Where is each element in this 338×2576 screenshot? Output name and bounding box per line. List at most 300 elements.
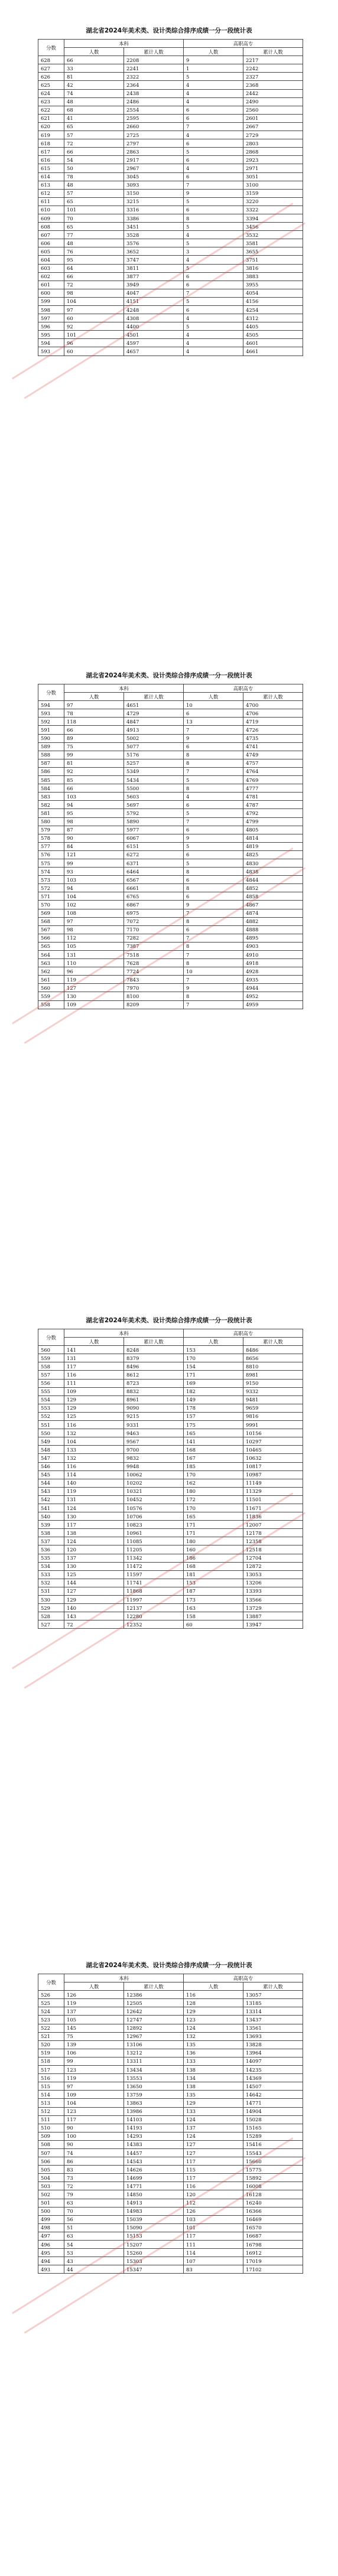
vocational-count-cell: 8 — [184, 917, 243, 925]
score-cell: 584 — [38, 784, 64, 793]
score-cell: 613 — [38, 181, 64, 189]
undergrad-count-cell: 43 — [64, 2257, 124, 2265]
undergrad-count-cell: 86 — [64, 2157, 124, 2166]
undergrad-cumulative-cell: 10823 — [124, 1521, 184, 1529]
undergrad-count-cell: 130 — [64, 1512, 124, 1521]
table-row — [38, 156, 303, 164]
vocational-cumulative-cell: 14369 — [243, 2074, 303, 2082]
undergrad-count-cell: 137 — [64, 2007, 124, 2016]
undergrad-count-cell: 104 — [64, 2099, 124, 2107]
undergrad-cumulative-cell: 7170 — [124, 925, 184, 934]
vocational-count-cell: 115 — [184, 2166, 243, 2174]
undergrad-count-cell: 116 — [64, 1421, 124, 1429]
score-cell: 574 — [38, 868, 64, 876]
vocational-count-cell: 124 — [184, 2132, 243, 2140]
undergrad-count-cell: 97 — [64, 701, 124, 709]
vocational-count-cell: 167 — [184, 1454, 243, 1462]
undergrad-count-cell: 64 — [64, 264, 124, 272]
vocational-cumulative-cell: 4858 — [243, 892, 303, 901]
header-count: 人数 — [64, 48, 124, 56]
score-cell: 525 — [38, 1999, 64, 2007]
table-row — [38, 984, 303, 992]
undergrad-count-cell: 133 — [64, 1446, 124, 1454]
vocational-count-cell: 4 — [184, 81, 243, 89]
undergrad-cumulative-cell: 15090 — [124, 2223, 184, 2232]
vocational-cumulative-cell: 4874 — [243, 909, 303, 917]
vocational-cumulative-cell: 3322 — [243, 206, 303, 214]
header-count: 人数 — [184, 693, 243, 701]
undergrad-cumulative-cell: 3093 — [124, 181, 184, 189]
header-row — [38, 1329, 303, 1338]
vocational-count-cell: 132 — [184, 2032, 243, 2040]
vocational-cumulative-cell: 13057 — [243, 1991, 303, 1999]
score-cell: 556 — [38, 1379, 64, 1387]
table-row — [38, 197, 303, 206]
undergrad-cumulative-cell: 2208 — [124, 56, 184, 64]
subheader-row — [38, 1338, 303, 1346]
table-row — [38, 247, 303, 256]
undergrad-count-cell: 132 — [64, 1429, 124, 1437]
vocational-count-cell: 5 — [184, 73, 243, 81]
score-cell: 538 — [38, 1529, 64, 1537]
undergrad-count-cell: 124 — [64, 1537, 124, 1545]
score-cell: 626 — [38, 73, 64, 81]
header-count: 人数 — [184, 48, 243, 56]
score-cell: 594 — [38, 701, 64, 709]
table-row — [38, 1554, 303, 1562]
table-row — [38, 1462, 303, 1470]
vocational-count-cell: 7 — [184, 181, 243, 189]
vocational-cumulative-cell: 15892 — [243, 2174, 303, 2182]
score-cell: 610 — [38, 206, 64, 214]
undergrad-count-cell: 97 — [64, 306, 124, 314]
undergrad-count-cell: 65 — [64, 197, 124, 206]
table-row — [38, 2249, 303, 2257]
document-page — [0, 1290, 338, 1931]
undergrad-count-cell: 119 — [64, 1487, 124, 1495]
undergrad-count-cell: 137 — [64, 1554, 124, 1562]
undergrad-count-cell: 117 — [64, 1362, 124, 1371]
vocational-cumulative-cell: 4903 — [243, 942, 303, 950]
vocational-cumulative-cell: 12704 — [243, 1554, 303, 1562]
vocational-count-cell: 6 — [184, 876, 243, 884]
undergrad-count-cell: 65 — [64, 122, 124, 131]
vocational-cumulative-cell: 10817 — [243, 1462, 303, 1470]
table-row — [38, 347, 303, 356]
vocational-count-cell: 7 — [184, 951, 243, 959]
table-row — [38, 289, 303, 297]
table-row — [38, 73, 303, 81]
undergrad-cumulative-cell: 14699 — [124, 2174, 184, 2182]
table-row — [38, 793, 303, 801]
undergrad-count-cell: 97 — [64, 917, 124, 925]
score-cell: 504 — [38, 2174, 64, 2182]
score-cell: 536 — [38, 1545, 64, 1554]
undergrad-cumulative-cell: 2364 — [124, 81, 184, 89]
undergrad-cumulative-cell: 4501 — [124, 331, 184, 339]
vocational-cumulative-cell: 10632 — [243, 1454, 303, 1462]
undergrad-count-cell: 139 — [64, 2040, 124, 2049]
score-cell: 615 — [38, 164, 64, 172]
score-cell: 541 — [38, 1504, 64, 1512]
undergrad-cumulative-cell: 11741 — [124, 1579, 184, 1587]
table-row — [38, 2007, 303, 2016]
vocational-cumulative-cell: 4312 — [243, 314, 303, 322]
score-cell: 505 — [38, 2166, 64, 2174]
table-row — [38, 322, 303, 331]
table-row — [38, 231, 303, 239]
score-table — [38, 39, 303, 356]
table-row — [38, 2124, 303, 2132]
undergrad-cumulative-cell: 14383 — [124, 2140, 184, 2148]
undergrad-cumulative-cell: 12642 — [124, 2007, 184, 2016]
vocational-count-cell: 175 — [184, 1421, 243, 1429]
table-row — [38, 272, 303, 281]
vocational-cumulative-cell: 13393 — [243, 1587, 303, 1595]
table-row — [38, 1596, 303, 1604]
score-cell: 553 — [38, 1404, 64, 1412]
table-row — [38, 2074, 303, 2082]
undergrad-cumulative-cell: 10321 — [124, 1487, 184, 1495]
table-row — [38, 2215, 303, 2223]
table-row — [38, 842, 303, 850]
table-row — [38, 959, 303, 967]
table-row — [38, 122, 303, 131]
vocational-cumulative-cell: 4781 — [243, 793, 303, 801]
vocational-count-cell: 4 — [184, 793, 243, 801]
score-cell: 576 — [38, 850, 64, 859]
score-cell: 580 — [38, 817, 64, 826]
table-row — [38, 726, 303, 734]
undergrad-cumulative-cell: 14103 — [124, 2115, 184, 2124]
undergrad-count-cell: 60 — [64, 314, 124, 322]
undergrad-count-cell: 99 — [64, 2057, 124, 2065]
table-row — [38, 2190, 303, 2199]
score-cell: 531 — [38, 1587, 64, 1595]
vocational-count-cell: 111 — [184, 2241, 243, 2249]
table-row — [38, 1470, 303, 1479]
vocational-cumulative-cell: 10156 — [243, 1429, 303, 1437]
vocational-count-cell: 158 — [184, 1612, 243, 1620]
undergrad-cumulative-cell: 12747 — [124, 2016, 184, 2024]
table-row — [38, 967, 303, 976]
table-row — [38, 2265, 303, 2274]
score-cell: 524 — [38, 2007, 64, 2016]
score-cell: 513 — [38, 2099, 64, 2107]
score-cell: 620 — [38, 122, 64, 131]
table-row — [38, 331, 303, 339]
vocational-count-cell: 157 — [184, 1412, 243, 1420]
table-row — [38, 2140, 303, 2148]
vocational-cumulative-cell: 13314 — [243, 2007, 303, 2016]
vocational-count-cell: 138 — [184, 2082, 243, 2091]
vocational-count-cell: 4 — [184, 231, 243, 239]
undergrad-cumulative-cell: 4047 — [124, 289, 184, 297]
score-cell: 617 — [38, 148, 64, 156]
vocational-count-cell: 117 — [184, 2232, 243, 2240]
vocational-cumulative-cell: 13437 — [243, 2016, 303, 2024]
vocational-cumulative-cell: 4156 — [243, 297, 303, 305]
undergrad-cumulative-cell: 10576 — [124, 1504, 184, 1512]
undergrad-count-cell: 68 — [64, 106, 124, 114]
undergrad-count-cell: 66 — [64, 148, 124, 156]
undergrad-cumulative-cell: 7628 — [124, 959, 184, 967]
undergrad-cumulative-cell: 14543 — [124, 2157, 184, 2166]
table-row — [38, 114, 303, 122]
vocational-cumulative-cell: 4505 — [243, 331, 303, 339]
undergrad-count-cell: 121 — [64, 850, 124, 859]
table-row — [38, 64, 303, 73]
table-row — [38, 742, 303, 751]
vocational-count-cell: 6 — [184, 892, 243, 901]
table-row — [38, 925, 303, 934]
table-row — [38, 2166, 303, 2174]
undergrad-count-cell: 98 — [64, 925, 124, 934]
vocational-cumulative-cell: 13206 — [243, 1579, 303, 1587]
undergrad-count-cell: 98 — [64, 817, 124, 826]
score-cell: 516 — [38, 2074, 64, 2082]
vocational-cumulative-cell: 3883 — [243, 272, 303, 281]
undergrad-count-cell: 131 — [64, 951, 124, 959]
undergrad-cumulative-cell: 5176 — [124, 751, 184, 759]
header-vocational: 高职高专 — [184, 40, 303, 48]
vocational-cumulative-cell: 16912 — [243, 2249, 303, 2257]
vocational-cumulative-cell: 2490 — [243, 97, 303, 106]
page-title: 湖北省2024年美术类、设计类综合排序成绩一分一段统计表 — [86, 27, 252, 34]
vocational-count-cell: 8 — [184, 868, 243, 876]
table-row — [38, 314, 303, 322]
undergrad-cumulative-cell: 5077 — [124, 742, 184, 751]
vocational-cumulative-cell: 15660 — [243, 2157, 303, 2166]
undergrad-count-cell: 87 — [64, 826, 124, 834]
undergrad-count-cell: 100 — [64, 2132, 124, 2140]
score-cell: 579 — [38, 826, 64, 834]
table-row — [38, 826, 303, 834]
vocational-cumulative-cell: 4888 — [243, 925, 303, 934]
undergrad-count-cell: 51 — [64, 2223, 124, 2232]
undergrad-cumulative-cell: 9567 — [124, 1437, 184, 1446]
undergrad-count-cell: 95 — [64, 809, 124, 817]
table-row — [38, 2091, 303, 2099]
score-cell: 529 — [38, 1604, 64, 1612]
score-cell: 577 — [38, 842, 64, 850]
table-row — [38, 701, 303, 709]
undergrad-cumulative-cell: 4597 — [124, 339, 184, 347]
undergrad-cumulative-cell: 7282 — [124, 934, 184, 942]
undergrad-cumulative-cell: 3150 — [124, 189, 184, 197]
vocational-count-cell: 6 — [184, 826, 243, 834]
table-row — [38, 859, 303, 867]
undergrad-count-cell: 144 — [64, 1579, 124, 1587]
table-row — [38, 1404, 303, 1412]
table-row — [38, 281, 303, 289]
undergrad-cumulative-cell: 5500 — [124, 784, 184, 793]
undergrad-count-cell: 97 — [64, 2082, 124, 2091]
page-title: 湖北省2024年美术类、设计类综合排序成绩一分一段统计表 — [86, 1962, 252, 1969]
score-cell: 548 — [38, 1446, 64, 1454]
undergrad-count-cell: 140 — [64, 1479, 124, 1487]
score-cell: 519 — [38, 2049, 64, 2057]
score-cell: 563 — [38, 959, 64, 967]
vocational-count-cell: 6 — [184, 709, 243, 718]
undergrad-count-cell: 42 — [64, 81, 124, 89]
vocational-cumulative-cell: 13887 — [243, 1612, 303, 1620]
score-cell: 546 — [38, 1462, 64, 1470]
vocational-cumulative-cell: 4735 — [243, 734, 303, 742]
table-row — [38, 1991, 303, 1999]
score-cell: 564 — [38, 951, 64, 959]
table-row — [38, 909, 303, 917]
undergrad-count-cell: 145 — [64, 2024, 124, 2032]
vocational-cumulative-cell: 4706 — [243, 709, 303, 718]
score-cell: 566 — [38, 934, 64, 942]
table-row — [38, 2107, 303, 2115]
table-row — [38, 2082, 303, 2091]
vocational-count-cell: 117 — [184, 2157, 243, 2166]
table-row — [38, 1604, 303, 1612]
undergrad-cumulative-cell: 11085 — [124, 1537, 184, 1545]
undergrad-count-cell: 101 — [64, 331, 124, 339]
undergrad-cumulative-cell: 11472 — [124, 1562, 184, 1570]
table-row — [38, 868, 303, 876]
undergrad-count-cell: 81 — [64, 73, 124, 81]
score-cell: 604 — [38, 256, 64, 264]
vocational-count-cell: 187 — [184, 1587, 243, 1595]
undergrad-count-cell: 101 — [64, 206, 124, 214]
table-row — [38, 181, 303, 189]
vocational-count-cell: 4 — [184, 331, 243, 339]
table-row — [38, 884, 303, 892]
vocational-count-cell: 137 — [184, 2124, 243, 2132]
table-row — [38, 214, 303, 222]
undergrad-cumulative-cell: 4729 — [124, 709, 184, 718]
undergrad-count-cell: 92 — [64, 767, 124, 775]
vocational-cumulative-cell: 9150 — [243, 1379, 303, 1387]
undergrad-count-cell: 127 — [64, 1587, 124, 1595]
vocational-count-cell: 8 — [184, 751, 243, 759]
table-row — [38, 951, 303, 959]
table-row — [38, 2016, 303, 2024]
score-cell: 558 — [38, 1362, 64, 1371]
vocational-cumulative-cell: 17102 — [243, 2265, 303, 2274]
table-row — [38, 131, 303, 139]
table-row — [38, 172, 303, 181]
table-row — [38, 2066, 303, 2074]
score-cell: 502 — [38, 2190, 64, 2199]
score-cell: 499 — [38, 2215, 64, 2223]
header-undergrad: 本科 — [64, 684, 184, 693]
undergrad-cumulative-cell: 5002 — [124, 734, 184, 742]
undergrad-cumulative-cell: 15303 — [124, 2257, 184, 2265]
undergrad-count-cell: 102 — [64, 901, 124, 909]
table-row — [38, 734, 303, 742]
undergrad-cumulative-cell: 12386 — [124, 1991, 184, 1999]
undergrad-cumulative-cell: 5349 — [124, 767, 184, 775]
undergrad-cumulative-cell: 2486 — [124, 97, 184, 106]
vocational-cumulative-cell: 4825 — [243, 850, 303, 859]
vocational-count-cell: 4 — [184, 314, 243, 322]
undergrad-count-cell: 125 — [64, 1570, 124, 1579]
score-cell: 572 — [38, 884, 64, 892]
table-row — [38, 1354, 303, 1362]
table-row — [38, 1999, 303, 2007]
undergrad-count-cell: 63 — [64, 2232, 124, 2240]
vocational-count-cell: 7 — [184, 909, 243, 917]
vocational-cumulative-cell: 4952 — [243, 992, 303, 1000]
undergrad-cumulative-cell: 8209 — [124, 1000, 184, 1009]
score-cell: 591 — [38, 726, 64, 734]
table-row — [38, 1620, 303, 1629]
header-cumulative: 累计人数 — [243, 693, 303, 701]
undergrad-cumulative-cell: 13986 — [124, 2107, 184, 2115]
vocational-count-cell: 5 — [184, 776, 243, 784]
vocational-cumulative-cell: 2601 — [243, 114, 303, 122]
table-row — [38, 934, 303, 942]
table-row — [38, 784, 303, 793]
vocational-cumulative-cell: 2923 — [243, 156, 303, 164]
undergrad-cumulative-cell: 2554 — [124, 106, 184, 114]
header-vocational: 高职高专 — [184, 684, 303, 693]
score-cell: 578 — [38, 834, 64, 842]
undergrad-count-cell: 73 — [64, 2174, 124, 2182]
undergrad-cumulative-cell: 10961 — [124, 1529, 184, 1537]
header-row — [38, 40, 303, 48]
vocational-cumulative-cell: 9816 — [243, 1412, 303, 1420]
undergrad-cumulative-cell: 5434 — [124, 776, 184, 784]
vocational-cumulative-cell: 4054 — [243, 289, 303, 297]
vocational-cumulative-cell: 17019 — [243, 2257, 303, 2265]
undergrad-count-cell: 123 — [64, 2066, 124, 2074]
undergrad-count-cell: 66 — [64, 784, 124, 793]
score-cell: 535 — [38, 1554, 64, 1562]
undergrad-cumulative-cell: 5890 — [124, 817, 184, 826]
undergrad-cumulative-cell: 7724 — [124, 967, 184, 976]
vocational-count-cell: 4 — [184, 131, 243, 139]
undergrad-count-cell: 70 — [64, 2207, 124, 2215]
score-cell: 622 — [38, 106, 64, 114]
vocational-cumulative-cell: 14771 — [243, 2099, 303, 2107]
vocational-count-cell: 13 — [184, 718, 243, 726]
vocational-count-cell: 103 — [184, 2215, 243, 2223]
table-row — [38, 1379, 303, 1387]
page-title: 湖北省2024年美术类、设计类综合排序成绩一分一段统计表 — [86, 1317, 252, 1324]
vocational-cumulative-cell: 15775 — [243, 2166, 303, 2174]
undergrad-count-cell: 75 — [64, 2032, 124, 2040]
undergrad-cumulative-cell: 10706 — [124, 1512, 184, 1521]
undergrad-count-cell: 74 — [64, 2148, 124, 2157]
undergrad-cumulative-cell: 15153 — [124, 2232, 184, 2240]
vocational-count-cell: 186 — [184, 1554, 243, 1562]
score-cell: 582 — [38, 801, 64, 809]
vocational-count-cell: 9 — [184, 834, 243, 842]
vocational-cumulative-cell: 13828 — [243, 2040, 303, 2049]
undergrad-cumulative-cell: 5977 — [124, 826, 184, 834]
undergrad-cumulative-cell: 2917 — [124, 156, 184, 164]
header-cumulative: 累计人数 — [124, 693, 184, 701]
vocational-cumulative-cell: 8656 — [243, 1354, 303, 1362]
table-row — [38, 189, 303, 197]
vocational-cumulative-cell: 2560 — [243, 106, 303, 114]
vocational-count-cell: 162 — [184, 1479, 243, 1487]
subheader-row — [38, 693, 303, 701]
score-cell: 599 — [38, 297, 64, 305]
table-row — [38, 1437, 303, 1446]
vocational-cumulative-cell: 4895 — [243, 934, 303, 942]
undergrad-cumulative-cell: 9090 — [124, 1404, 184, 1412]
table-row — [38, 1346, 303, 1354]
table-row — [38, 1579, 303, 1587]
score-cell: 559 — [38, 992, 64, 1000]
